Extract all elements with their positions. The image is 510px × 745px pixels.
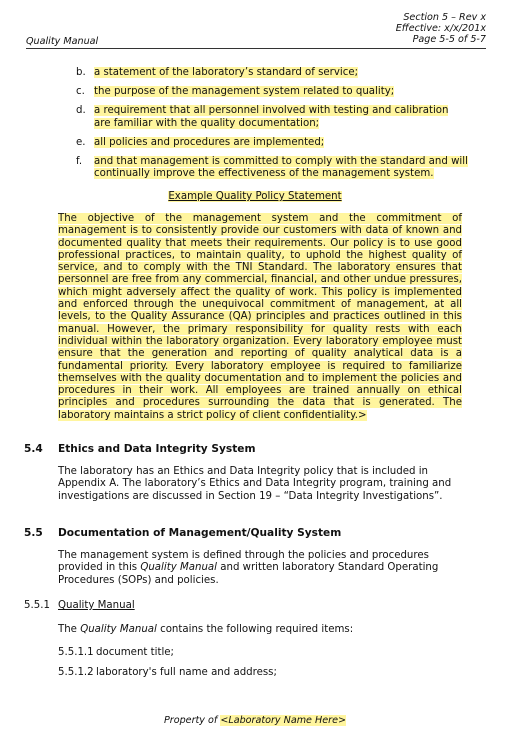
footer-lab-name: <Laboratory Name Here> xyxy=(220,715,347,726)
manual-title: Quality Manual xyxy=(26,36,99,47)
subsection-5-5-1-body xyxy=(58,624,476,636)
list-text: laboratory's full name and address; xyxy=(96,667,277,678)
item-label: d. xyxy=(76,104,86,116)
list-item xyxy=(58,156,468,181)
body-text: contains the following required items: xyxy=(156,624,354,635)
item-text: a requirement that all personnel involved with testing and calibration are familiar with the quality documentation; xyxy=(94,104,449,129)
list-item xyxy=(58,67,468,80)
section-title-5-5: Documentation of Management/Quality System xyxy=(58,527,342,539)
body-text: and written laboratory Standard Operating Procedures (SOPs) and policies. xyxy=(58,562,439,586)
section-5-4-body: The laboratory has an Ethics and Data Integrity policy that is included in Appendix A. The laboratory’s Ethics and Data Integrity program, training and investigations are discussed in Section 19 – “Data Integrity Investigations”. xyxy=(58,466,452,502)
list-text: document title; xyxy=(96,647,174,658)
item-label: c. xyxy=(76,85,85,97)
item-text: the purpose of the management system related to quality; xyxy=(94,85,395,97)
policy-items-list xyxy=(58,67,468,187)
subsection-title-5-5-1: Quality Manual xyxy=(58,600,135,611)
list-number: 5.5.1.1 xyxy=(58,647,94,658)
page-number: Page 5-5 of 5-7 xyxy=(412,34,486,45)
effective-date: Effective: x/x/201x xyxy=(395,23,486,34)
policy-statement xyxy=(58,213,462,422)
section-rev: Section 5 – Rev x xyxy=(403,12,486,23)
body-emphasis: Quality Manual xyxy=(140,562,217,574)
section-info xyxy=(396,12,486,45)
section-number-5-4: 5.4 xyxy=(24,443,43,455)
list-number: 5.5.1.2 xyxy=(58,667,94,678)
item-text: a statement of the laboratory’s standard of service; xyxy=(94,67,359,78)
list-item xyxy=(58,105,468,130)
example-policy-title-text: Example Quality Policy Statement xyxy=(168,191,342,202)
list-item xyxy=(58,137,468,150)
footer-prefix: Property of xyxy=(163,715,221,726)
body-text: The xyxy=(58,624,81,635)
list-item xyxy=(58,86,468,99)
section-title-5-4: Ethics and Data Integrity System xyxy=(58,443,256,455)
item-label: e. xyxy=(76,136,86,148)
section-5-5-body xyxy=(58,550,476,587)
policy-statement-text: The objective of the management system and the commitment of management is to consistently provide our customers with data of known and documented quality that meets their requirements. Our policy is to use good professional practices, to maintain quality, to uphold the highest quality of service, and to comply with the TNI Standard. The laboratory ensures that personnel are free from any commercial, financial, and other undue pressures, which might adversely affect the quality of work. This policy is implemented and enforced through the unequivocal commitment of management, at all levels, to the Quality Assurance (QA) principles and practices outlined in this manual. However, the primary responsibility for quality rests with each individual within the laboratory organization. Every laboratory employee must ensure that the generation and reporting of quality analytical data is a fundamental priority. Every laboratory employee is required to familiarize themselves with the quality documentation and to implement the policies and procedures in their work. All employees are trained annually on ethical principles and procedures surrounding the data that is generated. The laboratory maintains a strict policy of client confidentiality.> xyxy=(58,213,462,421)
section-number-5-5: 5.5 xyxy=(24,527,43,539)
subsection-number-5-5-1: 5.5.1 xyxy=(24,600,50,611)
item-label: f. xyxy=(76,155,83,167)
body-text: The management system is defined through the policies and procedures provided in this xyxy=(58,550,429,574)
page-footer xyxy=(0,715,510,726)
item-text: and that management is committed to comply with the standard and will continually improve the effectiveness of the management system. xyxy=(94,155,468,180)
example-policy-title xyxy=(0,191,510,202)
item-label: b. xyxy=(76,67,86,78)
item-text: all policies and procedures are implemented; xyxy=(94,136,325,148)
page-header xyxy=(26,12,486,49)
body-emphasis: Quality Manual xyxy=(80,624,157,635)
